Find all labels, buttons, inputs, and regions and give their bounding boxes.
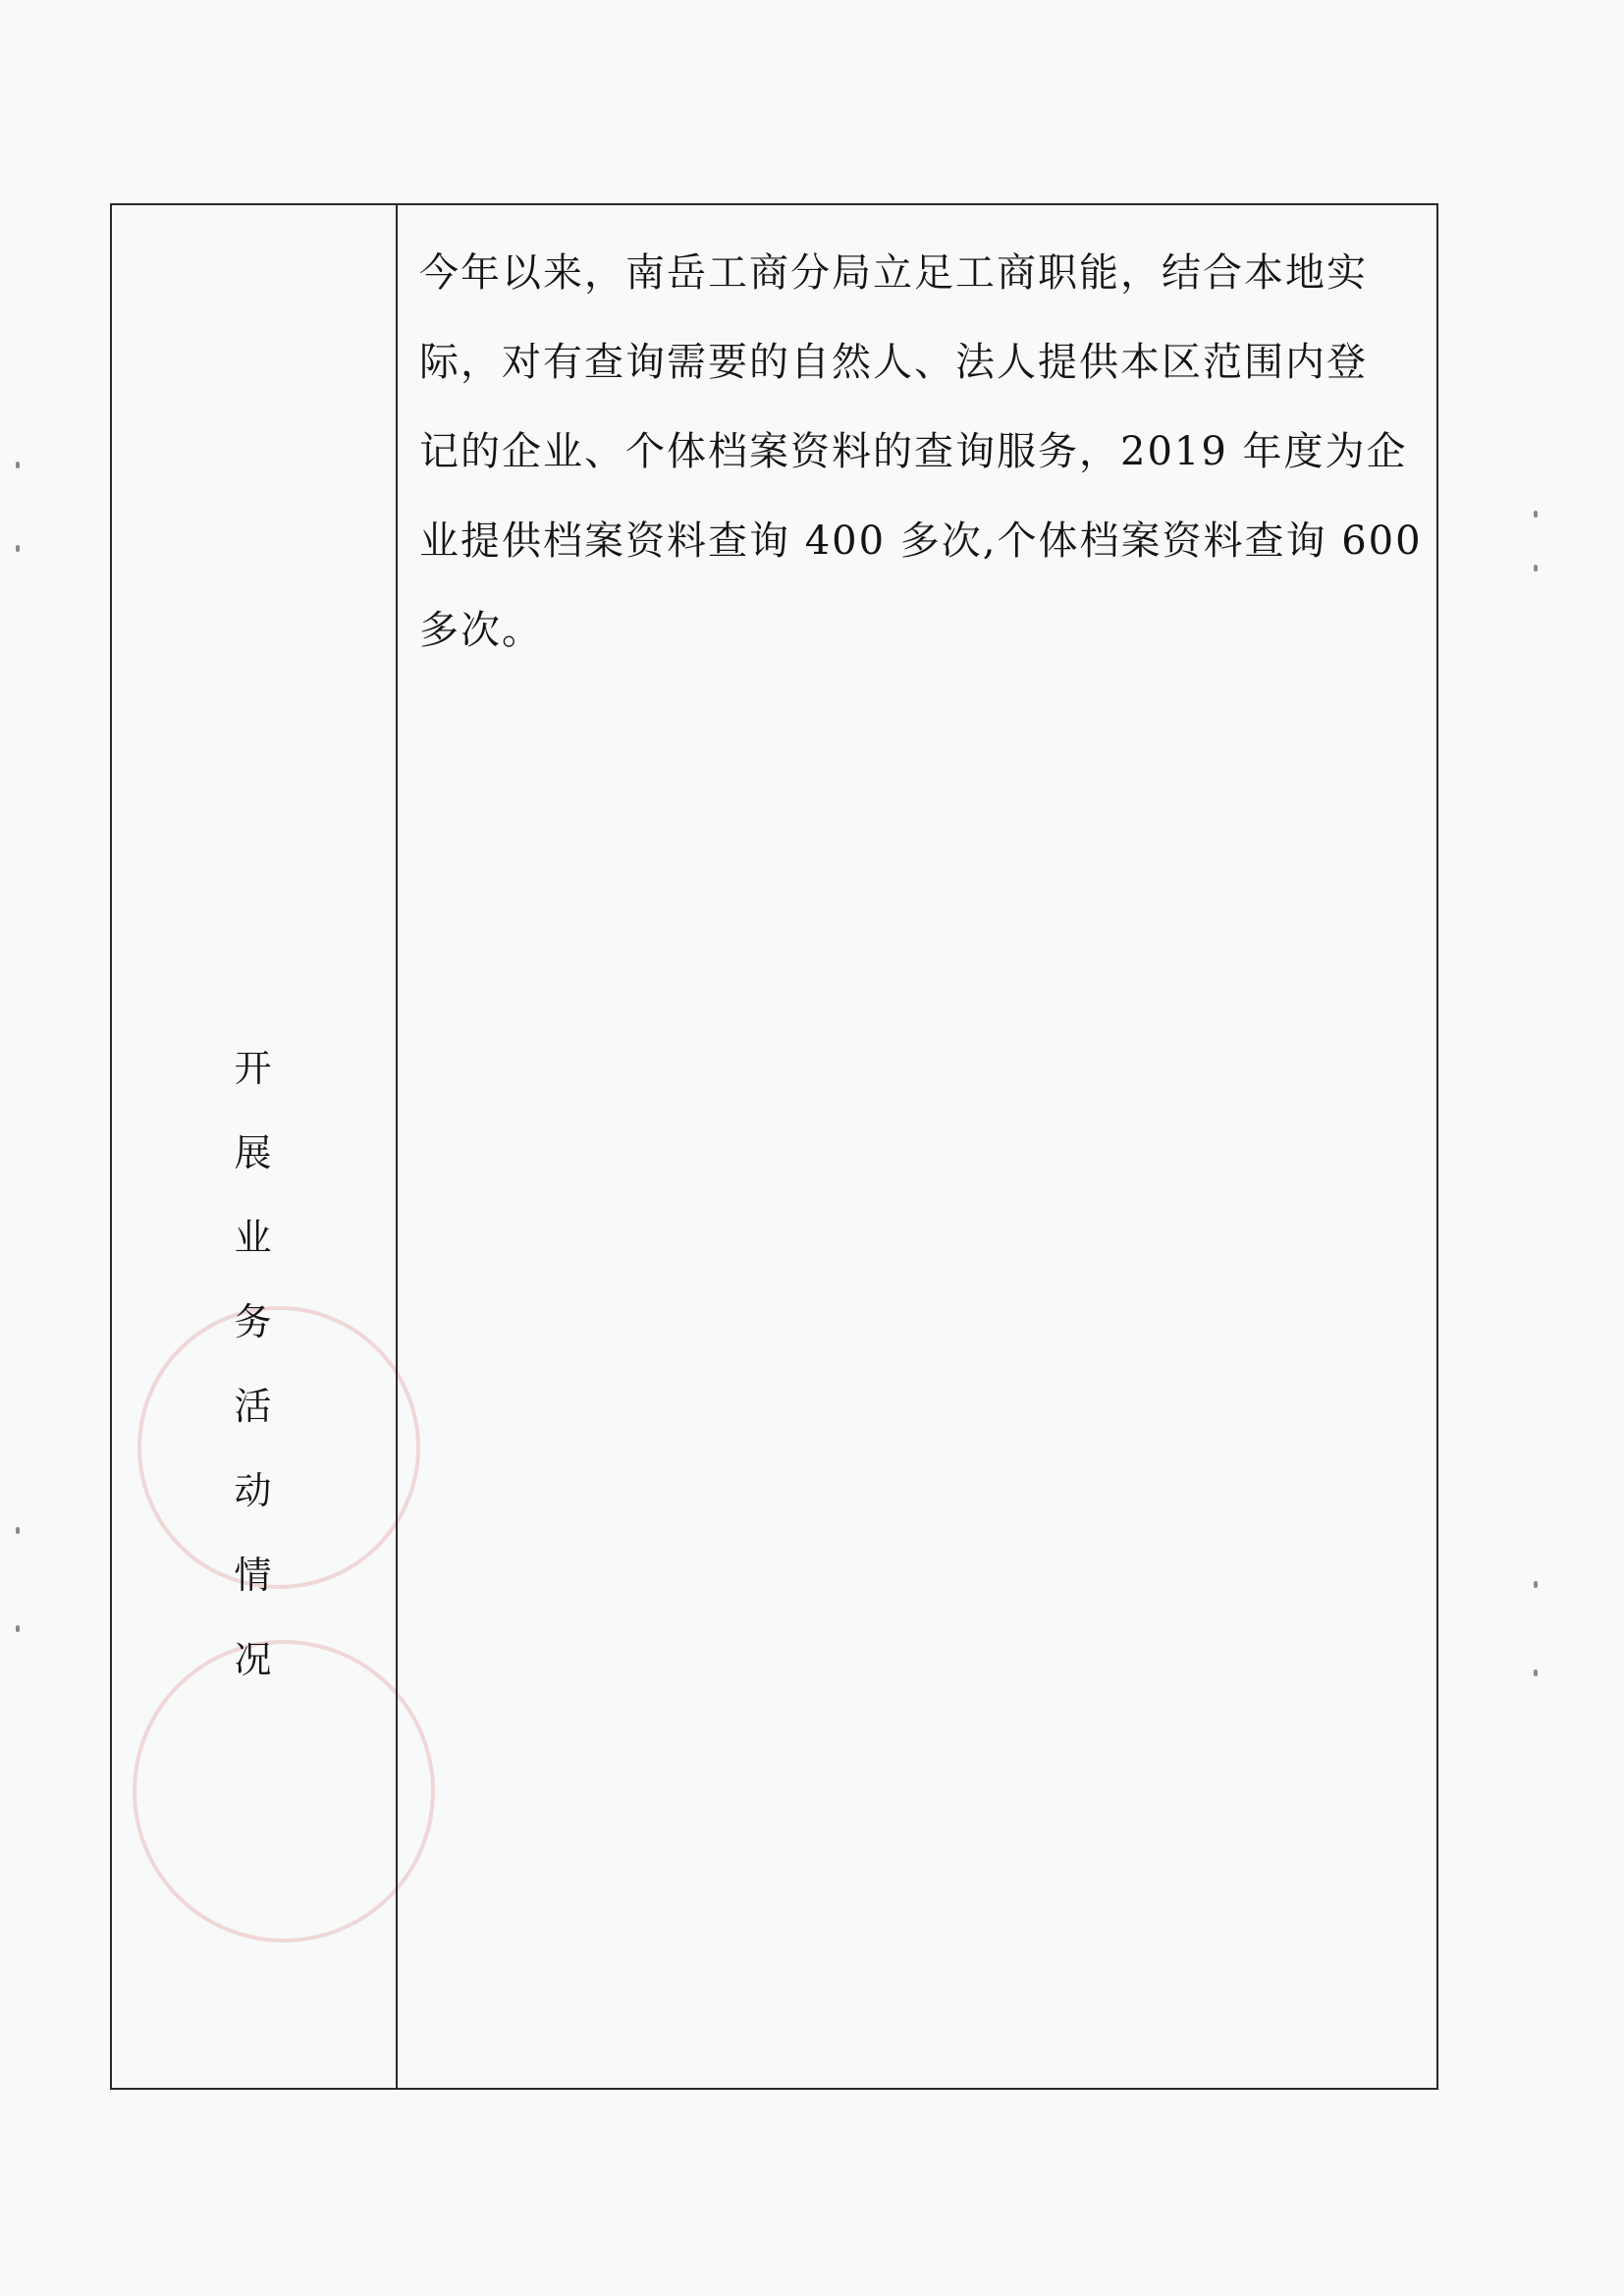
row-label-char: 业 [234,1216,272,1259]
scan-dot [1534,1581,1538,1588]
row-label-char: 情 [234,1554,272,1597]
row-label-char: 动 [234,1469,272,1512]
scan-dot [16,545,20,552]
content-line: 记的企业、个体档案资料的查询服务，2019 年度为企 [419,429,1408,474]
scan-dot [16,1625,20,1632]
row-label-char: 开 [234,1047,272,1090]
row-label-char: 务 [234,1300,272,1343]
scan-dot [16,462,20,468]
business-activity-description [419,229,1421,676]
content-line: 多次。 [419,608,543,653]
content-line: 今年以来，南岳工商分局立足工商职能，结合本地实 [419,250,1368,296]
scan-dot [1534,1669,1538,1676]
row-label-char: 活 [234,1385,272,1428]
row-label-char: 况 [234,1638,272,1681]
content-cell [396,203,1438,2090]
row-label [110,1026,396,1702]
content-line: 际，对有查询需要的自然人、法人提供本区范围内登 [419,340,1368,385]
row-label-char: 展 [234,1131,272,1175]
content-line: 业提供档案资料查询 400 多次,个体档案资料查询 600 [419,519,1423,564]
row-label-cell [110,203,396,2090]
scan-dot [1534,511,1538,518]
scan-dot [16,1527,20,1534]
scan-dot [1534,565,1538,572]
